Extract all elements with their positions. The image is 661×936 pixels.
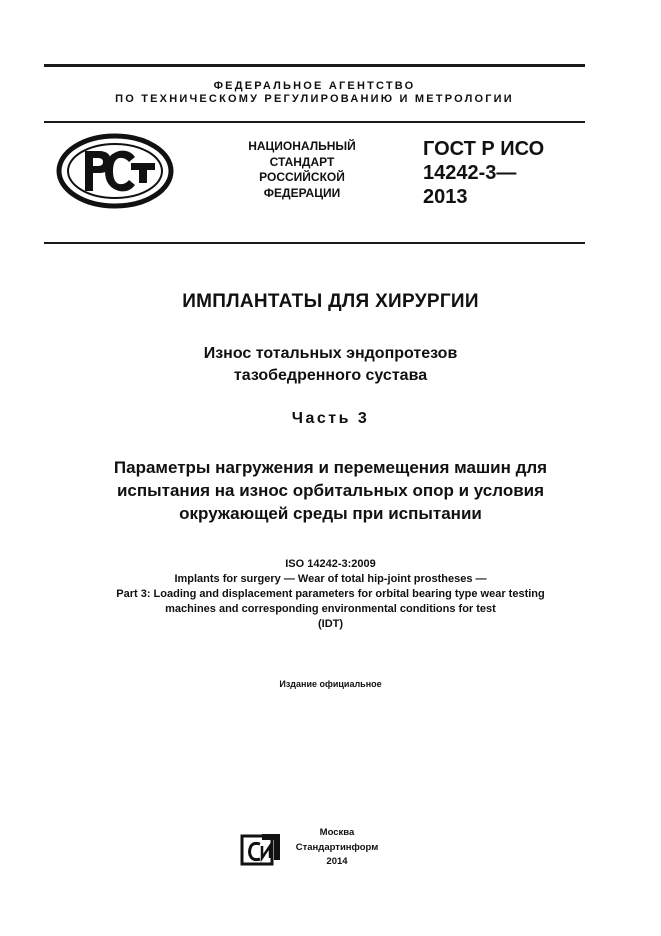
edition-label: Издание официальное [279,679,382,689]
part-title-line: испытания на износ орбитальных опор и условия [116,481,545,500]
iso-line: Implants for surgery — Wear of total hip-joint prostheses — [174,573,487,585]
iso-line: machines and corresponding environmental conditions for test [165,603,496,615]
iso-line: Part 3: Loading and displacement parameters for orbital bearing type wear testing [116,588,545,600]
part-number: Часть 3 [291,410,370,427]
iso-reference [0,557,661,632]
top-rule [44,64,585,67]
iso-line: ISO 14242-3:2009 [285,558,376,570]
iso-line: (IDT) [317,618,344,630]
rst-logo-icon [55,133,175,209]
publisher-city: Москва [319,827,355,838]
part-title-line: окружающей среды при испытании [179,504,482,523]
document-subtitle [0,343,661,387]
subtitle-line: тазобедренного сустава [233,367,428,384]
middle-rule [44,121,585,123]
publisher-year: 2014 [326,856,348,867]
standard-designation [423,137,544,209]
national-standard-label [232,139,372,201]
agency-line-1: ФЕДЕРАЛЬНОЕ АГЕНТСТВО [213,80,416,92]
designation-line: 14242-3— [423,162,517,184]
part-title-line: Параметры нагружения и перемещения машин для [113,458,548,477]
subtitle-line: Износ тотальных эндопротезов [203,345,458,362]
publisher-block [287,826,387,870]
bottom-rule [44,242,585,244]
publisher-name: Стандартинформ [295,841,379,853]
standartinform-logo-icon [240,830,282,868]
national-line: НАЦИОНАЛЬНЫЙ [248,139,356,153]
designation-line: 2013 [423,186,468,208]
part-title [0,456,661,525]
designation-line: ГОСТ Р ИСО [423,138,545,160]
document-title: ИМПЛАНТАТЫ ДЛЯ ХИРУРГИИ [182,291,479,312]
agency-line-2: ПО ТЕХНИЧЕСКОМУ РЕГУЛИРОВАНИЮ И МЕТРОЛОГИИ [115,93,514,105]
national-line: ФЕДЕРАЦИИ [263,185,341,200]
national-line: СТАНДАРТ [269,154,335,169]
national-line: РОССИЙСКОЙ [259,170,345,184]
